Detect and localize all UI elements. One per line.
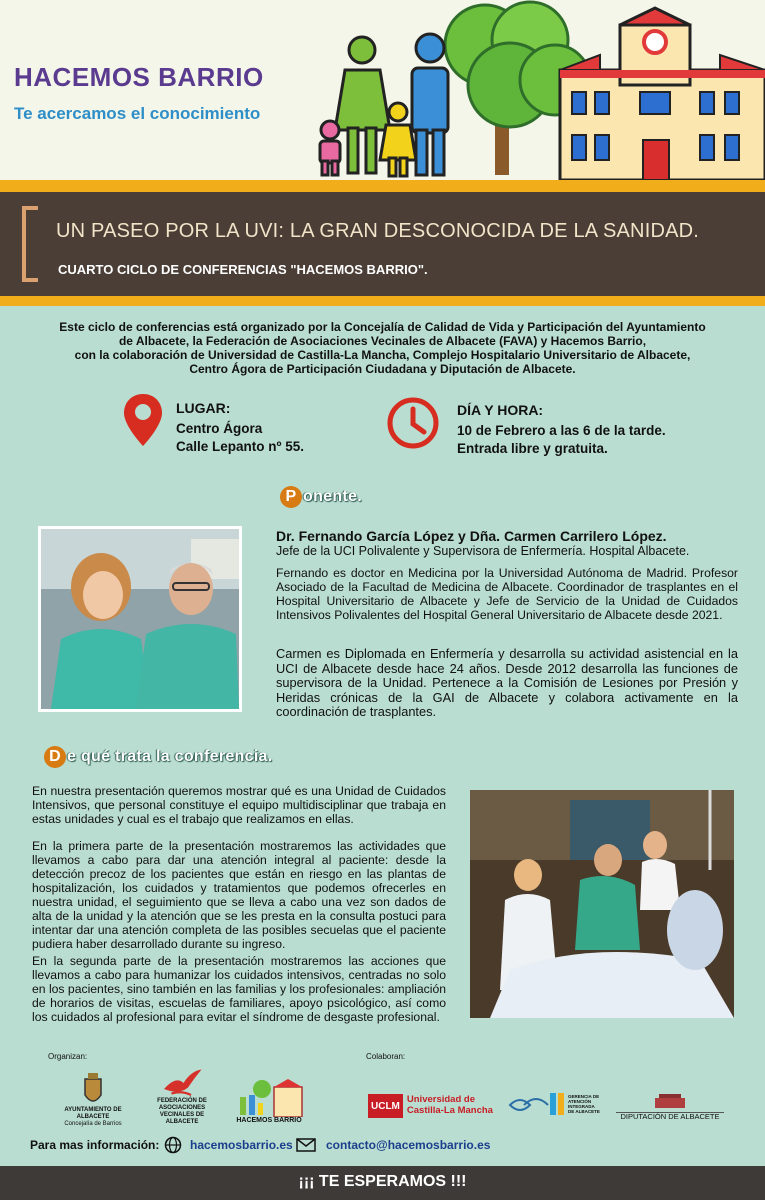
header (0, 0, 765, 180)
datetime-text (457, 422, 666, 458)
contact-label: Para mas información: (30, 1138, 160, 1152)
footer-text: ¡¡¡ TE ESPERAMOS !!! (298, 1173, 467, 1190)
logo-caption: HACEMOS BARRIO (236, 1117, 302, 1124)
speakers-photo (38, 526, 242, 712)
bird-logo-icon (154, 1068, 210, 1098)
heading-text: onente. (303, 488, 362, 505)
logo-gai (506, 1088, 604, 1120)
speakers-photo-illustration (41, 529, 239, 709)
intro-line: con la colaboración de Universidad de Castilla-La Mancha, Complejo Hospitalario Universitario de Albacete, (74, 348, 691, 362)
uclm-line: Castilla-La Mancha (406, 1105, 493, 1116)
location-pin-icon (122, 392, 164, 448)
divider-bar-top (0, 180, 765, 192)
hacemos-barrio-mini-logo (234, 1079, 304, 1117)
speaker-role: Jefe de la UCI Polivalente y Supervisora de Enfermería. Hospital Albacete. (276, 544, 690, 558)
uclm-badge: UCLM (368, 1094, 403, 1118)
speaker-heading (280, 486, 362, 508)
drop-cap: P (280, 486, 302, 508)
email-link[interactable]: contacto@hacemosbarrio.es (326, 1138, 491, 1152)
logo-ayuntamiento (52, 1072, 134, 1128)
brand-title: HACEMOS BARRIO (14, 62, 264, 92)
talk-paragraph-3: En la segunda parte de la presentación mostraremos las acciones que llevamos a cabo para humanizar los cuidados intensivos, centradas no solo en los pacientes, sino también en las familias y los profesionales: ampliación de horarios de visitas, escuelas de familiares, apoyo psicológico, así como los cuidados al profesional para evitar el síndrome de desgaste profesional. (32, 954, 446, 1024)
logo-caption: GERENCIA DE ATENCIÓN INTEGRADA DE ALBACETE (568, 1094, 600, 1114)
datetime-line: Entrada libre y gratuita. (457, 441, 608, 456)
event-banner (0, 192, 765, 296)
talk-paragraph-2: En la primera parte de la presentación mostraremos las actividades que llevamos a cabo para dar una atención integral al paciente: desde la detección precoz de los pacientes que están en riesgo en las plantas de hospitalización, los cuidados y tratamientos que podemos ofrecerles en nuestra unidad, el seguimiento que se lleva a cabo una vez son dados de alta de la unidad y la atención que se les presta en la consulta postuci para intentar dar una atención completa de las posibles secuelas que el paciente pudiera haber desarrollado durante su ingreso. (32, 839, 446, 951)
footer-bar (0, 1166, 765, 1200)
uclm-name (403, 1094, 493, 1118)
logo-uclm (368, 1094, 496, 1118)
family-illustration (320, 34, 448, 176)
speaker-bio-fernando: Fernando es doctor en Medicina por la Universidad Autónoma de Madrid. Profesor Asociado de la Facultad de Medicina de Albacete. Coordinador de trasplantes en el Hospital Universitario de Albacete y Jefe de Servicio de la Unidad de Cuidados Intensivos Polivalentes del Hospital General Universitario de Albacete desde 2021. (276, 566, 738, 622)
clock-icon (386, 396, 440, 450)
place-line: Calle Lepanto nº 55. (176, 439, 304, 454)
uclm-line: Universidad de (406, 1094, 475, 1105)
intro-text (20, 320, 745, 376)
event-title: UN PASEO POR LA UVI: LA GRAN DESCONOCIDA DE LA SANIDAD. (56, 220, 700, 242)
heading-text: e qué trata la conferencia. (67, 748, 273, 765)
coat-of-arms-icon (82, 1073, 104, 1107)
logo-fava (144, 1068, 220, 1126)
datetime-label: DÍA Y HORA: (457, 402, 544, 418)
place-label: LUGAR: (176, 400, 231, 416)
bracket-decoration (22, 206, 38, 282)
intro-line: Este ciclo de conferencias está organizado por la Concejalía de Calidad de Vida y Participación del Ayuntamiento (59, 320, 706, 334)
brand-subtitle: Te acercamos el conocimiento (14, 104, 261, 123)
envelope-icon (296, 1138, 316, 1152)
logo-caption: AYUNTAMIENTO DE ALBACETE (64, 1107, 122, 1120)
organizers-label: Organizan: (48, 1052, 88, 1061)
neighborhood-illustration (300, 0, 765, 180)
place-text (176, 420, 304, 456)
diputacion-emblem-icon (653, 1094, 687, 1110)
website-link[interactable]: hacemosbarrio.es (190, 1138, 293, 1152)
collaborators-label: Colaboran: (366, 1052, 406, 1061)
logo-hacemos-barrio (230, 1072, 308, 1124)
logo-caption: FEDERACIÓN DE ASOCIACIONES VECINALES DE ALBACETE (157, 1098, 207, 1125)
intro-line: Centro Ágora de Participación Ciudadana y Diputación de Albacete. (189, 362, 576, 376)
logo-caption: Concejalía de Barrios (64, 1121, 122, 1127)
divider-bar-bottom (0, 296, 765, 306)
intro-line: de Albacete, la Federación de Asociaciones Vecinales de Albacete (FAVA) y Hacemos Barrio, (118, 334, 647, 348)
drop-cap: D (44, 746, 66, 768)
icu-photo-illustration (470, 790, 734, 1018)
datetime-line: 10 de Febrero a las 6 de la tarde. (457, 423, 666, 438)
logo-diputacion (614, 1086, 726, 1120)
town-hall-illustration (560, 8, 765, 180)
talk-heading (44, 746, 273, 768)
gai-logo-icon (506, 1089, 568, 1119)
place-line: Centro Ágora (176, 421, 263, 436)
globe-icon (164, 1136, 182, 1154)
talk-paragraph-1: En nuestra presentación queremos mostrar qué es una Unidad de Cuidados Intensivos, que personal constituye el equipo multidisciplinar que trabaja en estas unidades y cual es el trabajo que realizamos en ellas. (32, 784, 446, 826)
speaker-name: Dr. Fernando García López y Dña. Carmen Carrilero López. (276, 528, 667, 544)
logo-caption: DIPUTACIÓN DE ALBACETE (620, 1112, 720, 1121)
icu-photo (470, 790, 734, 1018)
event-subtitle: CUARTO CICLO DE CONFERENCIAS "HACEMOS BARRIO". (58, 262, 428, 277)
speaker-bio-carmen: Carmen es Diplomada en Enfermería y desarrolla su actividad asistencial en la UCI de Albacete desde hace 24 años. Desde 2012 desarrolla las funciones de supervisora de la Unidad. Pertenece a la Comisión de Lesiones por Presión y Heridas crónicas de la GAI de Albacete y colabora activamente en la coordinación de trasplantes. (276, 646, 738, 719)
